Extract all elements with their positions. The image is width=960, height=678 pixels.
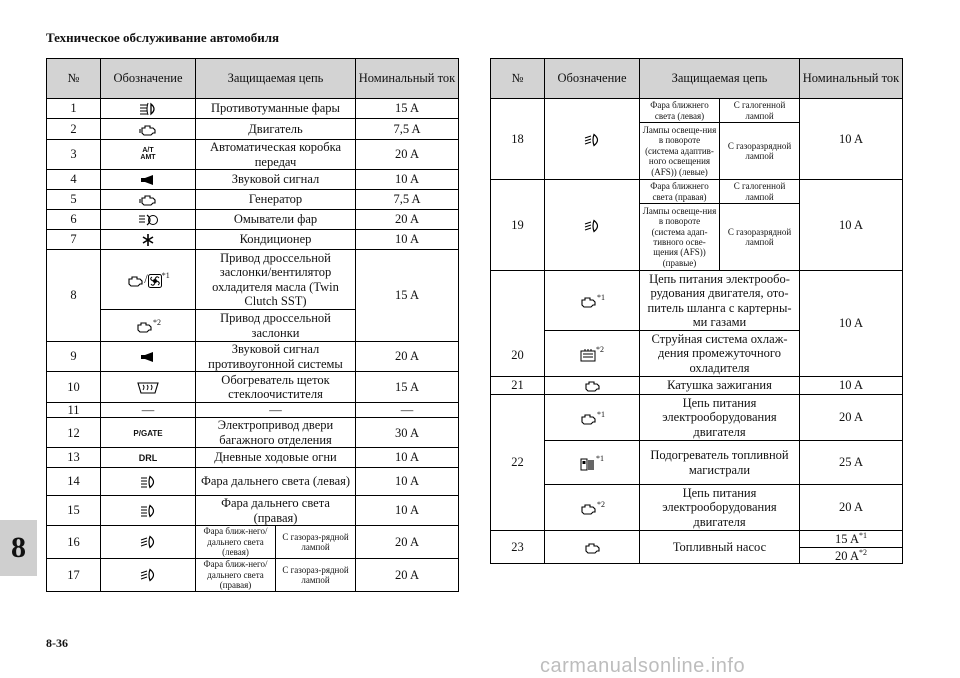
fuse-number: 7 — [47, 230, 101, 250]
low-beam-icon — [583, 133, 601, 147]
fuse-circuit: Лампы освеще-ния в повороте (система адаптив-ного освещения (AFS)) (левые) — [640, 123, 720, 179]
low-beam-icon — [139, 568, 157, 582]
fuse-circuit: Цепь питания электрооборудования двигателя — [640, 485, 800, 531]
fuse-circuit: Звуковой сигнал противоугонной системы — [196, 342, 356, 372]
fuse-number: 6 — [47, 210, 101, 230]
fuse-number: 23 — [491, 531, 545, 564]
engine-icon — [579, 503, 597, 515]
fuse-rating: 15 A — [356, 250, 459, 342]
low-beam-icon — [583, 219, 601, 233]
fuse-condition: С галогенной лампой — [733, 100, 786, 121]
fuse-rating: 20 A — [356, 210, 459, 230]
fuse-circuit: Звуковой сигнал — [196, 170, 356, 190]
fuse-number: 21 — [491, 377, 545, 395]
fuse-condition: С газоразрядной лампой — [727, 140, 792, 161]
intercooler-spray-icon — [580, 348, 596, 362]
fuse-number: 14 — [47, 468, 101, 496]
fuse-number: 10 — [47, 372, 101, 403]
table-row: 11 — — — — [47, 403, 459, 418]
fuse-number: 19 — [491, 180, 545, 271]
fuse-number: 1 — [47, 99, 101, 119]
fuse-table-left — [46, 58, 459, 592]
fuse-condition: С галогенной лампой — [733, 181, 786, 202]
fuse-number: 11 — [47, 403, 101, 418]
fuse-circuit: Лампы освеще-ния в повороте (система адап-тивного осве-щения (AFS)) (правые) — [640, 204, 720, 270]
fuse-rating: 10 A — [800, 377, 903, 395]
fuse-circuit: Фара ближ-него/дальнего света (левая) — [196, 526, 276, 558]
horn-icon — [139, 174, 157, 186]
power-tailgate-icon: P/GATE — [133, 428, 163, 438]
table-row — [47, 372, 459, 403]
fog-light-icon — [138, 102, 158, 116]
fuse-circuit: Привод дроссельной заслонки/вентилятор охладителя масла (Twin Clutch SST) — [196, 250, 356, 310]
fuse-number: 9 — [47, 342, 101, 372]
fuse-circuit: Омыватели фар — [196, 210, 356, 230]
fuse-rating: 15 $A^{*1}$ — [800, 531, 903, 548]
fuse-rating: 20 A — [356, 558, 459, 591]
fuse-circuit: Фара ближнего света (левая) — [640, 99, 720, 122]
table-row: 20 $^{*1}$ Цепь питания электрообо-рудования двигателя, ото-питель шланга с картерны-ми газами 10 A — [491, 271, 903, 331]
fuse-number: 2 — [47, 119, 101, 140]
fuse-number: 16 — [47, 525, 101, 558]
fuse-rating: 10 A — [800, 180, 903, 271]
fuse-number: 4 — [47, 170, 101, 190]
fuse-number: 13 — [47, 448, 101, 468]
air-conditioner-icon — [141, 233, 155, 247]
fan-icon — [148, 274, 162, 288]
page-number: 8-36 — [46, 636, 68, 650]
window-defogger-icon — [137, 381, 159, 395]
fuse-circuit: Струйная система охлаж-дения промежуточного охладителя — [640, 331, 800, 377]
fuse-rating: 20 $A^{*2}$ — [800, 547, 903, 564]
fuse-rating: 10 A — [356, 448, 459, 468]
header-rating: Номинальный ток — [356, 59, 459, 99]
table-row: 8 / $^{*1}$ Привод дроссельной заслонки/вентилятор охладителя масла (Twin Clutch SST) 15 A — [47, 250, 459, 310]
fuse-circuit: Обогреватель щеток стеклоочистителя — [196, 372, 356, 403]
fuse-rating: 10 A — [800, 99, 903, 180]
fuse-rating: 25 A — [800, 441, 903, 485]
fuse-circuit: Генератор — [196, 190, 356, 210]
engine-icon — [126, 275, 144, 287]
watermark: carmanualsonline.info — [540, 655, 746, 677]
fuse-circuit: Дневные ходовые огни — [196, 448, 356, 468]
fuse-rating: 30 A — [356, 418, 459, 448]
table-row: $^{*2}$ Струйная система охлаж-дения промежуточного охладителя — [491, 331, 903, 377]
engine-icon — [579, 413, 597, 425]
fuse-circuit: Подогреватель топливной магистрали — [640, 441, 800, 485]
table-row — [47, 210, 459, 230]
fuse-circuit: Фара ближнего света (правая) — [640, 180, 720, 203]
headlamp-washer-icon — [137, 213, 159, 227]
fuse-circuit: Электропривод двери багажного отделения — [196, 418, 356, 448]
high-beam-icon — [139, 504, 157, 518]
fuse-rating: 10 A — [356, 230, 459, 250]
table-row — [491, 531, 903, 548]
table-row — [47, 525, 459, 558]
engine-icon — [579, 296, 597, 308]
fuse-number: 8 — [47, 250, 101, 342]
fuse-table-right — [490, 58, 903, 564]
fuse-rating: 10 A — [356, 170, 459, 190]
fuse-circuit: Автоматическая коробка передач — [196, 140, 356, 170]
engine-icon — [583, 542, 601, 554]
header-number: № — [491, 59, 545, 99]
header-circuit: Защищаемая цепь — [196, 59, 356, 99]
fuse-rating: 10 A — [356, 496, 459, 526]
fuse-rating: 10 A — [800, 271, 903, 377]
table-row — [47, 140, 459, 170]
drl-icon: DRL — [138, 453, 158, 464]
fuse-rating: 15 A — [356, 372, 459, 403]
fuse-circuit: Противотуманные фары — [196, 99, 356, 119]
fuse-number: 5 — [47, 190, 101, 210]
table-row — [47, 448, 459, 468]
table-row — [47, 190, 459, 210]
table-row: 22 $^{*1}$ Цепь питания электрооборудования двигателя 20 A — [491, 395, 903, 441]
table-row: $^{*1}$ Подогреватель топливной магистрали 25 A — [491, 441, 903, 485]
fuse-number: 15 — [47, 496, 101, 526]
fuse-rating: 20 A — [800, 395, 903, 441]
table-row — [491, 180, 903, 204]
header-symbol: Обозначение — [101, 59, 196, 99]
fuse-circuit: Топливный насос — [640, 531, 800, 564]
table-row — [491, 99, 903, 123]
engine-icon — [139, 194, 157, 206]
table-row — [47, 99, 459, 119]
table-row — [491, 377, 903, 395]
fuse-number: 17 — [47, 558, 101, 591]
fuse-circuit: Фара дальнего света (левая) — [196, 468, 356, 496]
fuse-rating: 15 A — [356, 99, 459, 119]
fuse-circuit: Фара дальнего света (правая) — [196, 496, 356, 526]
table-row — [47, 230, 459, 250]
fuse-circuit: Фара ближ-него/дальнего света (правая) — [196, 559, 276, 591]
fuse-condition: С газоразрядной лампой — [727, 226, 792, 247]
fuse-number: 12 — [47, 418, 101, 448]
transmission-icon: A/T AMT — [140, 146, 156, 161]
fuse-rating: 20 A — [356, 140, 459, 170]
low-beam-icon — [139, 535, 157, 549]
engine-icon — [135, 321, 153, 333]
table-row: $^{*2}$ Привод дроссельной заслонки — [47, 310, 459, 342]
fuse-circuit: Двигатель — [196, 119, 356, 140]
table-row — [47, 342, 459, 372]
fuse-number: 3 — [47, 140, 101, 170]
fuse-rating: 7,5 A — [356, 190, 459, 210]
fuse-circuit: Цепь питания электрообо-рудования двигателя, ото-питель шланга с картерны-ми газами — [640, 271, 800, 331]
fuse-rating: 10 A — [356, 468, 459, 496]
fuse-circuit: Привод дроссельной заслонки — [196, 310, 356, 342]
fuse-circuit: Катушка зажигания — [640, 377, 800, 395]
header-symbol: Обозначение — [545, 59, 640, 99]
table-row — [47, 418, 459, 448]
fuse-number: 22 — [491, 395, 545, 531]
header-circuit: Защищаемая цепь — [640, 59, 800, 99]
table-row — [47, 119, 459, 140]
fuse-rating: — — [356, 403, 459, 418]
page-title: Техническое обслуживание автомобиля — [46, 30, 280, 45]
fuse-circuit: Цепь питания электрооборудования двигателя — [640, 395, 800, 441]
table-row — [47, 170, 459, 190]
engine-icon — [583, 380, 601, 392]
fuse-circuit: Кондиционер — [196, 230, 356, 250]
table-row — [47, 558, 459, 591]
chapter-tab: 8 — [0, 520, 37, 576]
horn-icon — [139, 351, 157, 363]
fuse-rating: 20 A — [800, 485, 903, 531]
fuse-number: 20 — [491, 271, 545, 377]
fuse-circuit: — — [196, 403, 356, 418]
fuse-rating: 20 A — [356, 342, 459, 372]
engine-icon — [139, 124, 157, 136]
fuse-rating: 20 A — [356, 525, 459, 558]
header-rating: Номинальный ток — [800, 59, 903, 99]
fuse-rating: 7,5 A — [356, 119, 459, 140]
header-number: № — [47, 59, 101, 99]
fuse-number: 18 — [491, 99, 545, 180]
table-row — [47, 468, 459, 496]
fuse-condition: С газораз-рядной лампой — [282, 531, 349, 552]
fuel-heater-icon — [580, 457, 596, 471]
table-row: $^{*2}$ Цепь питания электрооборудования двигателя 20 A — [491, 485, 903, 531]
table-row — [47, 496, 459, 526]
high-beam-icon — [139, 475, 157, 489]
fuse-condition: С газораз-рядной лампой — [282, 564, 349, 585]
